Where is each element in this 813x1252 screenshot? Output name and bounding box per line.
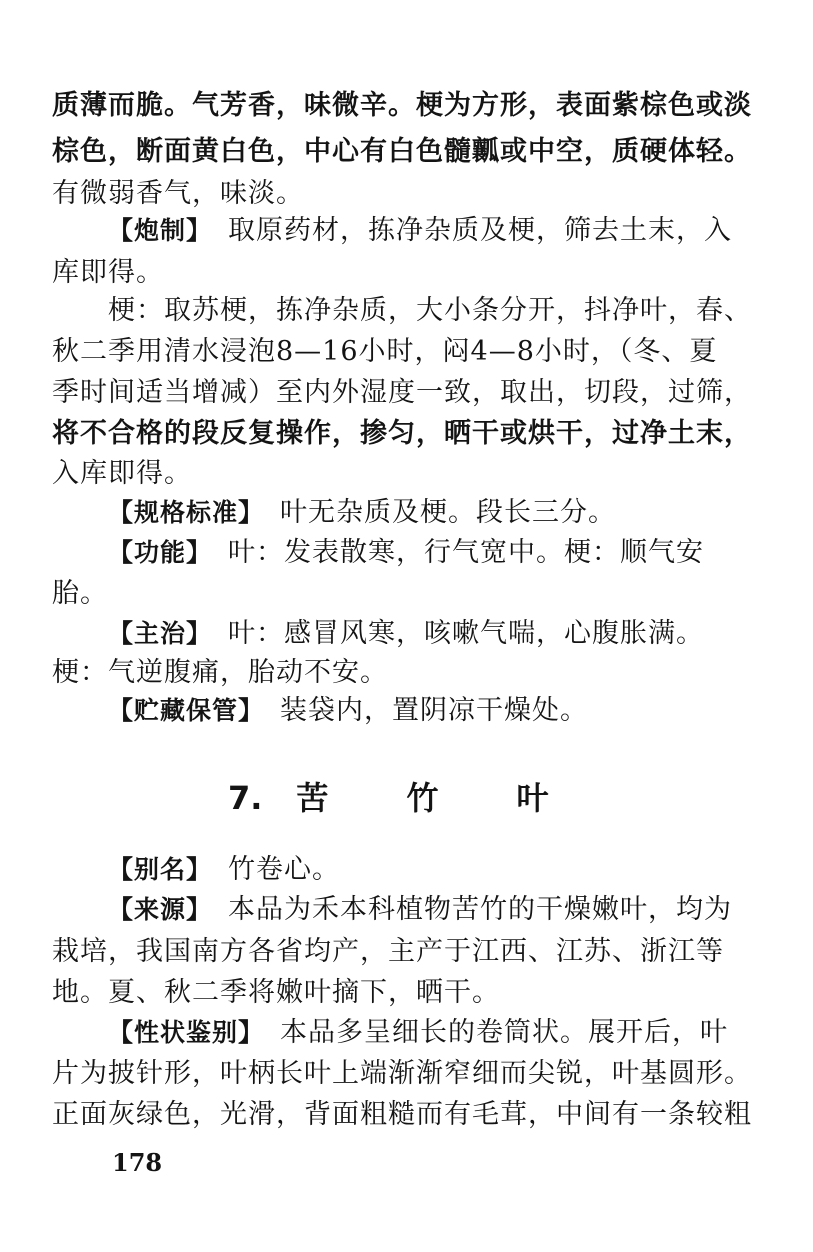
zhucang-text: 装袋内，置阴凉干燥处。	[280, 695, 589, 726]
page-number: 178	[112, 1148, 163, 1177]
heading-char-3: 叶	[516, 779, 549, 817]
xingzhuang-line-3: 正面灰绿色，光滑，背面粗糙而有毛茸，中间有一条较粗	[52, 1099, 752, 1130]
bieming-paragraph	[108, 852, 742, 888]
gongneng-paragraph	[108, 535, 742, 571]
heading-char-2: 竹	[406, 779, 439, 817]
bieming-text: 竹卷心。	[228, 854, 341, 885]
zhuzhi-line-2: 梗：气逆腹痛，胎动不安。	[52, 657, 388, 688]
zhuzhi-label: 【主治】	[108, 619, 213, 648]
bieming-label: 【别名】	[108, 855, 213, 884]
paozhi-text: 取原药材，拣净杂质及梗，筛去土末，入	[228, 215, 733, 246]
geng-line-2: 秋二季用清水浸泡8—16小时，闷4—8小时，（冬、夏	[52, 336, 718, 367]
paozhi-paragraph	[108, 213, 742, 249]
intro-line-1: 质薄而脆。气芳香，味微辛。梗为方形，表面紫棕色或淡	[52, 90, 752, 121]
heading-char-1: 苦	[296, 779, 329, 817]
xingzhuang-line-2: 片为披针形，叶柄长叶上端渐渐窄细而尖锐，叶基圆形。	[52, 1058, 752, 1089]
gongneng-label: 【功能】	[108, 538, 213, 567]
zhuzhi-text: 叶：感冒风寒，咳嗽气喘，心腹胀满。	[228, 618, 705, 649]
entry-heading	[228, 778, 548, 818]
geng-line-5: 入库即得。	[52, 458, 192, 489]
laiyuan-line-2: 栽培，我国南方各省均产，主产于江西、江苏、浙江等	[52, 936, 724, 967]
laiyuan-label: 【来源】	[108, 895, 213, 924]
laiyuan-paragraph	[108, 892, 742, 928]
laiyuan-text: 本品为禾本科植物苦竹的干燥嫩叶，均为	[228, 894, 733, 925]
zhucang-label: 【贮藏保管】	[108, 696, 265, 725]
heading-number: 7.	[228, 779, 263, 817]
intro-line-2: 棕色，断面黄白色，中心有白色髓瓤或中空，质硬体轻。	[52, 136, 752, 167]
paozhi-line-2: 库即得。	[52, 257, 164, 288]
intro-line-3: 有微弱香气，味淡。	[52, 178, 304, 209]
xingzhuang-text: 本品多呈细长的卷筒状。展开后，叶	[280, 1017, 729, 1048]
xingzhuang-paragraph	[108, 1015, 742, 1051]
geng-line-3: 季时间适当增减）至内外湿度一致，取出，切段，过筛，	[52, 377, 752, 408]
laiyuan-line-3: 地。夏、秋二季将嫩叶摘下，晒干。	[52, 977, 500, 1008]
geng-line-1: 梗：取苏梗，拣净杂质，大小条分开，抖净叶，春、	[108, 295, 752, 326]
gongneng-line-2: 胎。	[52, 578, 108, 609]
gongneng-text: 叶：发表散寒，行气宽中。梗：顺气安	[228, 537, 705, 568]
guige-text: 叶无杂质及梗。段长三分。	[280, 497, 617, 528]
xingzhuang-label: 【性状鉴别】	[108, 1018, 265, 1047]
guige-paragraph	[108, 495, 742, 531]
zhucang-paragraph	[108, 693, 742, 729]
guige-label: 【规格标准】	[108, 498, 265, 527]
zhuzhi-paragraph	[108, 616, 742, 652]
geng-line-4: 将不合格的段反复操作，掺匀，晒干或烘干，过净土末，	[52, 418, 752, 449]
paozhi-label: 【炮制】	[108, 216, 213, 245]
